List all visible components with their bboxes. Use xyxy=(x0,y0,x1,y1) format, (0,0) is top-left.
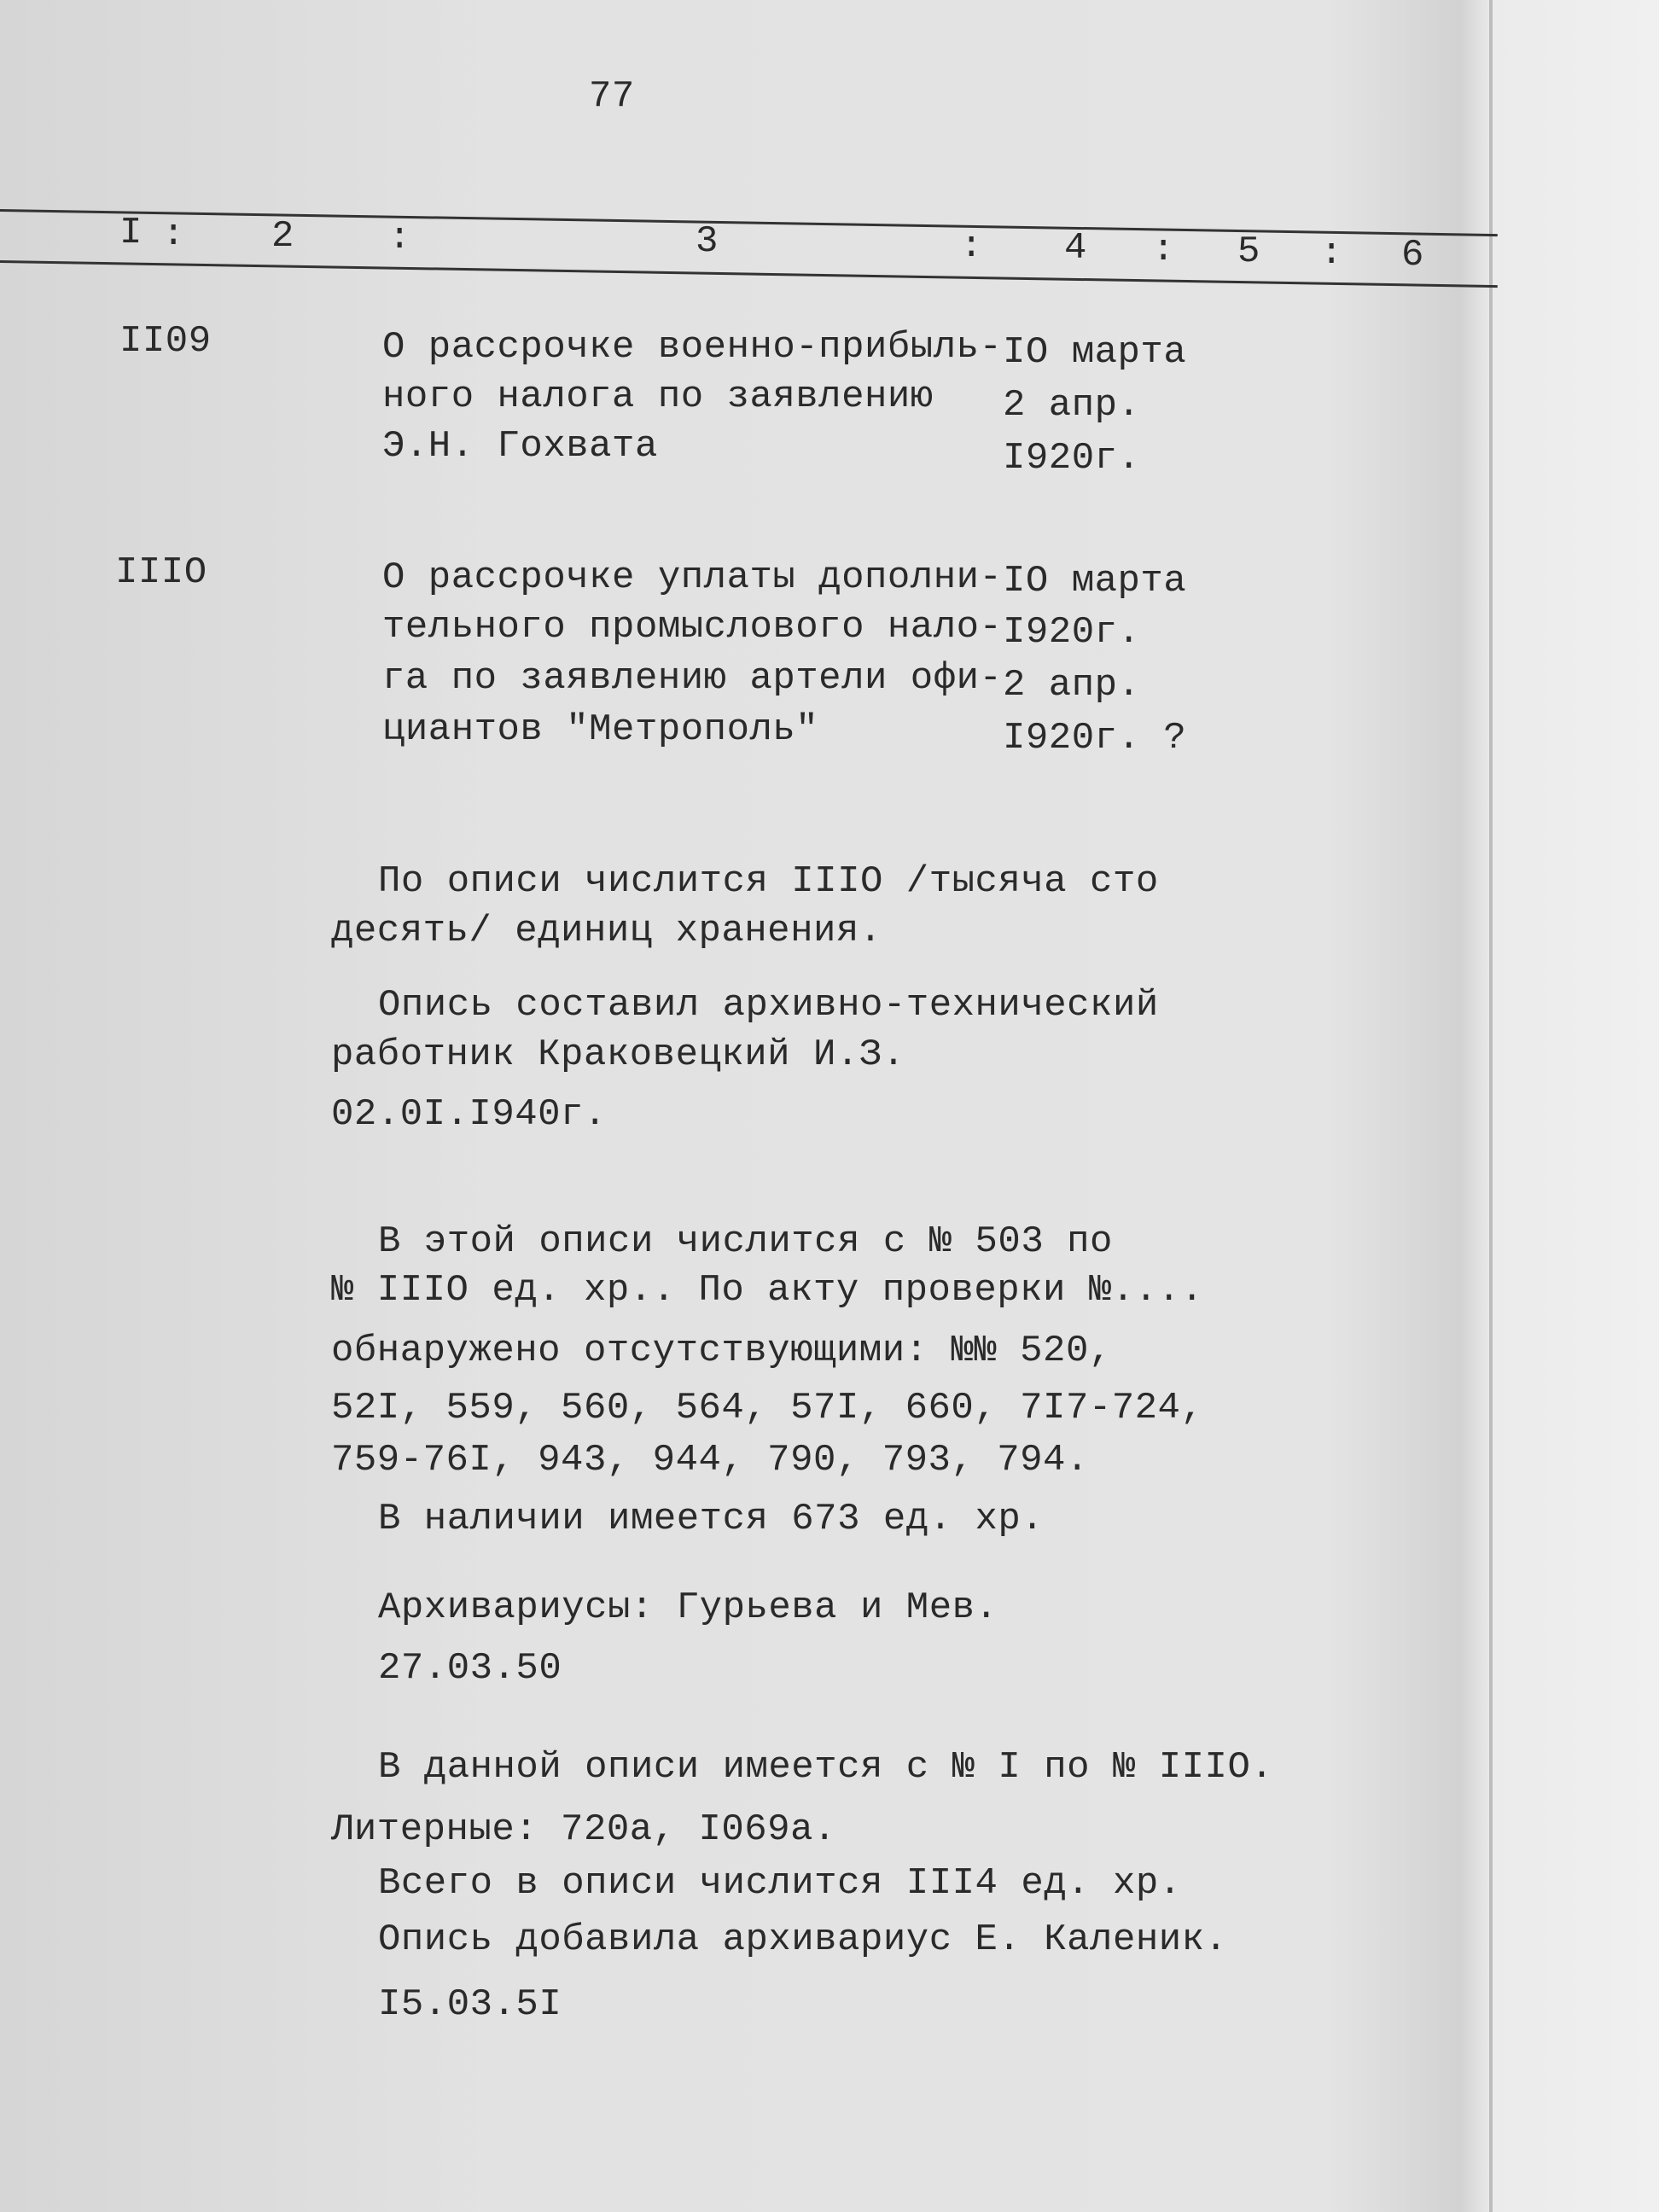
page-number: 77 xyxy=(589,75,635,118)
entry-title-line: ного налога по заявлению xyxy=(382,375,934,418)
entry-date-line: I920г. xyxy=(1003,437,1141,480)
note-line: В этой описи числится с № 503 по xyxy=(378,1220,1113,1263)
note-line: Опись добавила архивариус Е. Каленик. xyxy=(378,1918,1228,1961)
note-line: Всего в описи числится III4 ед. хр. xyxy=(378,1862,1182,1905)
note-line: обнаружено отсутствующими: №№ 520, xyxy=(331,1330,1112,1372)
entry-number: IIIO xyxy=(115,551,207,594)
entry-title-line: Э.Н. Гохвата xyxy=(382,425,658,468)
col-sep: : xyxy=(1152,229,1175,271)
note-line: работник Краковецкий И.З. xyxy=(331,1033,905,1076)
col-header: 6 xyxy=(1401,234,1424,276)
entry-date-line: I920г. ? xyxy=(1003,717,1187,760)
entry-date-line: I920г. xyxy=(1003,611,1141,654)
col-header: I xyxy=(119,212,143,254)
note-date: 27.03.50 xyxy=(378,1647,562,1690)
entry-title-line: циантов "Метрополь" xyxy=(382,708,819,751)
entry-title-line: О рассрочке военно-прибыль- xyxy=(382,326,1003,369)
col-header: 4 xyxy=(1064,227,1087,270)
col-header: 2 xyxy=(271,215,294,258)
entry-title-line: га по заявлению артели офи- xyxy=(382,657,1003,700)
note-line: Литерные: 720а, I069а. xyxy=(331,1808,836,1851)
entry-number: II09 xyxy=(119,320,212,363)
entry-date-line: IO марта xyxy=(1003,331,1187,374)
col-sep: : xyxy=(162,213,185,256)
note-date: I5.03.5I xyxy=(378,1983,562,2026)
col-header: 5 xyxy=(1237,230,1260,273)
note-line: Опись составил архивно-технический xyxy=(378,984,1159,1027)
note-date: 02.0I.I940г. xyxy=(331,1093,607,1136)
note-line: 759-76I, 943, 944, 790, 793, 794. xyxy=(331,1439,1089,1481)
col-sep: : xyxy=(1320,232,1343,275)
note-line: № IIIO ед. хр.. По акту проверки №.... xyxy=(331,1269,1204,1312)
header-top-rule xyxy=(0,209,1498,236)
page-edge xyxy=(1489,0,1493,2212)
note-line: В наличии имеется 673 ед. хр. xyxy=(378,1498,1045,1540)
note-line: По описи числится IIIO /тысяча сто xyxy=(378,860,1159,903)
note-line: В данной описи имеется с № I по № IIIO. xyxy=(378,1746,1274,1789)
entry-date-line: 2 апр. xyxy=(1003,384,1141,427)
header-bottom-rule xyxy=(0,260,1498,288)
col-sep: : xyxy=(388,217,411,259)
entry-title-line: тельного промыслового нало- xyxy=(382,606,1003,649)
entry-date-line: IO марта xyxy=(1003,560,1187,602)
note-line: Архивариусы: Гурьева и Мев. xyxy=(378,1586,998,1629)
col-sep: : xyxy=(960,225,983,268)
entry-date-line: 2 апр. xyxy=(1003,664,1141,707)
note-line: 52I, 559, 560, 564, 57I, 660, 7I7-724, xyxy=(331,1387,1204,1429)
col-header: 3 xyxy=(696,220,719,263)
note-line: десять/ единиц хранения. xyxy=(331,910,882,952)
entry-title-line: О рассрочке уплаты дополни- xyxy=(382,556,1003,599)
